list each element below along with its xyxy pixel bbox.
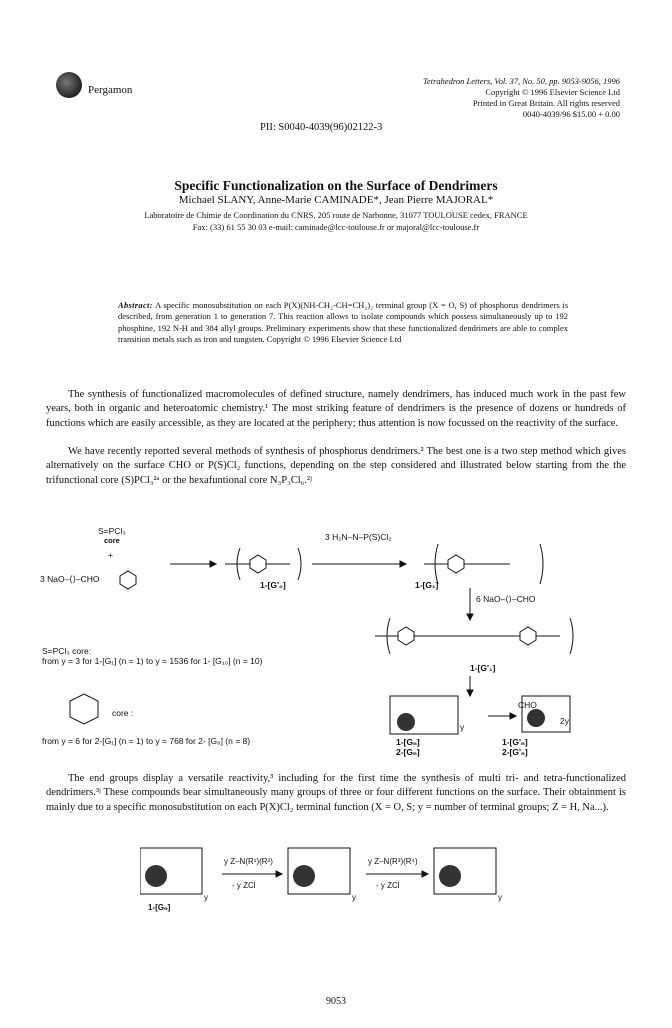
scheme-label: 1-[G'₀]: [260, 580, 286, 590]
arrowhead: [467, 690, 473, 696]
page-number: 9053: [326, 996, 346, 1007]
byproduct-label: - y ZCl: [376, 881, 400, 890]
reagent-label: y Z–N(R³)(R⁴): [368, 857, 418, 866]
scheme-label: 1-[G'ₙ]: [502, 737, 528, 747]
y-label: y: [204, 893, 208, 902]
scheme-label: from y = 6 for 2-[G₁] (n = 1) to y = 768 for 2- [G₈] (n = 8): [42, 736, 251, 746]
dendrimer-core: [439, 865, 461, 887]
phosphazene-ring: [70, 694, 98, 724]
scheme-label: 2y: [560, 716, 569, 726]
synthesis-scheme: [40, 526, 640, 776]
benzene-ring: [448, 555, 464, 573]
arrowhead: [400, 561, 406, 567]
arrowhead: [422, 871, 428, 877]
scheme-label: 1-[G₁]: [415, 580, 439, 590]
scheme-label: core :: [112, 708, 134, 718]
arrowhead: [467, 614, 473, 620]
journal-line: Tetrahedron Letters, Vol. 37, No. 50, pp. 9053-9056, 1996: [422, 76, 620, 86]
journal-info: [320, 76, 620, 120]
abstract: [118, 300, 568, 345]
contact-info: Fax: (33) 61 55 30 03 e-mail: caminade@lcc-toulouse.fr or majoral@lcc-toulouse.fr: [192, 222, 480, 232]
scheme-label: +: [108, 550, 113, 560]
reagent-label: y Z–N(R¹)(R²): [224, 857, 273, 866]
scheme-label: 2-[Gₙ]: [396, 747, 420, 757]
scheme-label: 6 NaO–⟨⟩–CHO: [476, 594, 536, 604]
publisher-name: Pergamon: [88, 84, 133, 96]
journal-line: Printed in Great Britain. All rights reserved: [472, 98, 620, 108]
parenthesis: [298, 548, 301, 580]
scheme-label: S=PCl₃ core:: [42, 646, 92, 656]
scheme-label: S=PCl₃: [98, 526, 126, 536]
scheme-label: 3 H₂N–N–P(S)Cl₂: [325, 532, 392, 542]
y-label: y: [352, 893, 356, 902]
paper-title: Specific Functionalization on the Surface of Dendrimers: [174, 178, 498, 193]
benzene-ring: [120, 571, 136, 589]
paragraph-3: The end groups display a versatile reactivity,³ including for the first time the synthesis of multi tri- and tetra-functionalized dendrimers.³ʲ These compounds bear simultaneously many groups of three or four different functions on the surface. Their obtainment is mainly due to a specific monosubstitution on each P(X)Cl₂ terminal function (X = O, S; y = number of terminal groups; Z = H, Na...).: [46, 773, 626, 813]
scheme-label: 1-[G'₁]: [470, 663, 496, 673]
paragraph-2: We have recently reported several methods of synthesis of phosphorus dendrimers.² The best one is a two step method which gives alternatively on the surface CHO or P(S)Cl₂ functions, depending on the step considered and illustrated below starting from the the trifunctional core (S)PCl₃²ᵃ or the hexafuntional core N₃P₃Cl₆.²ʲ: [46, 446, 626, 486]
pergamon-logo: [56, 72, 82, 98]
journal-line: 0040-4039/96 $15.00 + 0.00: [522, 109, 620, 119]
authors: Michael SLANY, Anne-Marie CAMINADE*, Jean Pierre MAJORAL*: [178, 194, 494, 206]
start-label: 1-[Gₙ]: [148, 903, 171, 912]
abstract-label: Abstract:: [118, 300, 153, 310]
benzene-ring: [398, 627, 414, 645]
benzene-ring: [520, 627, 536, 645]
dendrimer-core: [145, 865, 167, 887]
parenthesis: [540, 544, 543, 584]
dendrimer-core: [293, 865, 315, 887]
arrowhead: [510, 713, 516, 719]
parenthesis: [570, 618, 573, 654]
arrowhead: [210, 561, 216, 567]
scheme-label: 1-[Gₙ]: [396, 737, 420, 747]
substitution-scheme: [140, 842, 580, 914]
benzene-ring: [250, 555, 266, 573]
scheme-label: 3 NaO–⟨⟩–CHO: [40, 574, 100, 584]
arrowhead: [276, 871, 282, 877]
paragraph-1: The synthesis of functionalized macromolecules of defined structure, namely dendrimers, has induced much work in the past few years, both in organic and heteroatomic chemistry.¹ The most striking feature of dendrimers is the presence of dozens or hundreds of functions which are easily accessible, as they are located at the periphery; thus attention is now focussed on the reactivity of the surface.: [46, 389, 626, 429]
dendrimer-core: [397, 713, 415, 731]
scheme-label: 2-[G'ₙ]: [502, 747, 528, 757]
dendrimer-core: [527, 709, 545, 727]
scheme-label: from y = 3 for 1-[G₁] (n = 1) to y = 1536 for 1- [G₁₀] (n = 10): [42, 656, 263, 666]
y-label: y: [498, 893, 502, 902]
affiliation: Laboratoire de Chimie de Coordination du CNRS, 205 route de Narbonne, 31077 TOULOUSE cedex, FRANCE: [144, 210, 528, 220]
journal-line: Copyright © 1996 Elsevier Science Ltd: [485, 87, 620, 97]
scheme-label: y: [460, 722, 465, 732]
scheme-label: CHO: [518, 700, 537, 710]
abstract-text: A specific monosubstitution on each P(X)(NH-CH₂-CH=CH₂)₂ terminal group (X = O, S) of phosphorus dendrimers is described, from generation 1 to generation 7. This reaction allows to isolate compounds which possess simultaneously up to 192 phosphine, 192 N-H and 384 allyl groups. Preliminary experiments show that these functionalized dendrimers are able to complex transition metals such as iron and tungsten. Copyright © 1996 Elsevier Science Ltd: [118, 300, 569, 344]
pii-identifier: PII: S0040-4039(96)02122-3: [260, 122, 383, 133]
byproduct-label: - y ZCl: [232, 881, 256, 890]
scheme-label: core: [104, 536, 120, 545]
